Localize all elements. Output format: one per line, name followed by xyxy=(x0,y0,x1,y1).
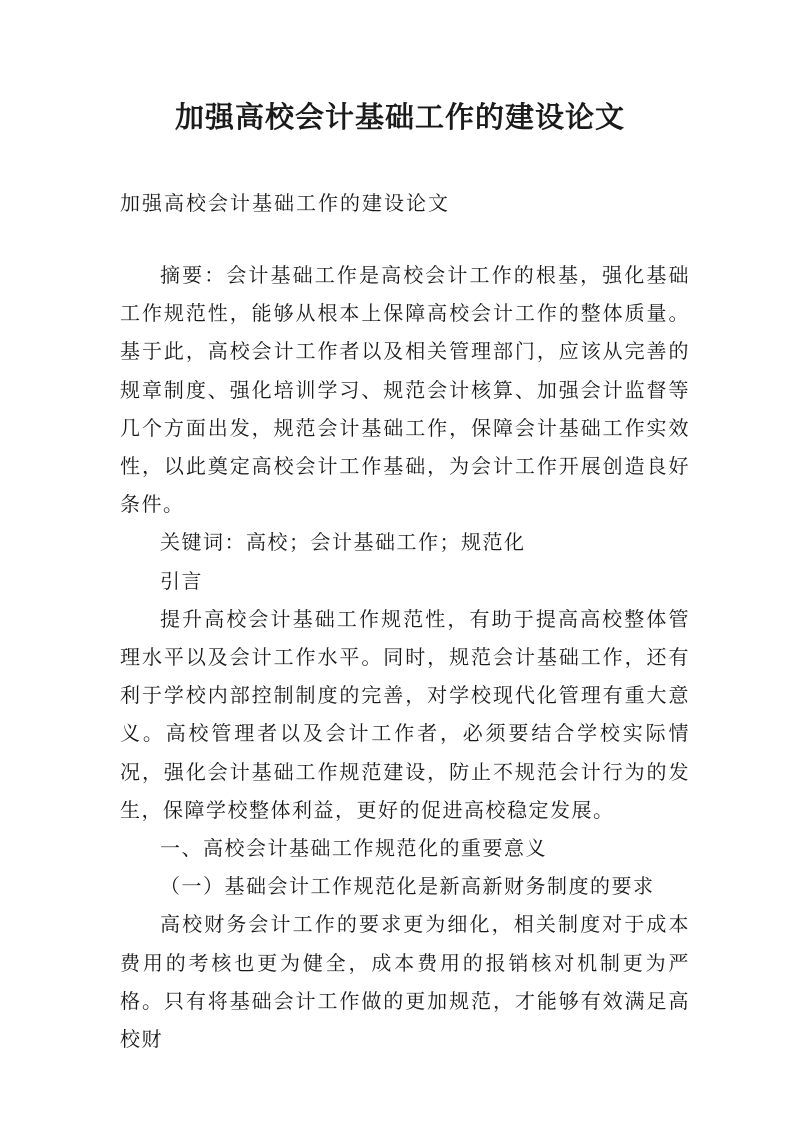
abstract-paragraph: 摘要：会计基础工作是高校会计工作的根基，强化基础工作规范性，能够从根本上保障高校会计工作的整体质量。基于此，高校会计工作者以及相关管理部门，应该从完善的规章制度、强化培训学习、规范会计核算、加强会计监督等几个方面出发，规范会计基础工作，保障会计基础工作实效性，以此奠定高校会计工作基础，为会计工作开展创造良好条件。 xyxy=(120,263,690,517)
document-title: 加强高校会计基础工作的建设论文 xyxy=(174,100,625,134)
intro-paragraph: 提升高校会计基础工作规范性，有助于提高高校整体管理水平以及会计工作水平。同时，规范会计基础工作，还有利于学校内部控制制度的完善，对学校现代化管理有重大意义。高校管理者以及会计工作者，必须要结合学校实际情况，强化会计基础工作规范建设，防止不规范会计行为的发生，保障学校整体利益，更好的促进高校稳定发展。 xyxy=(120,606,690,822)
document-subtitle: 加强高校会计基础工作的建设论文 xyxy=(120,191,450,215)
keywords-line: 关键词：高校；会计基础工作；规范化 xyxy=(160,530,526,555)
section-heading-intro: 引言 xyxy=(160,568,203,593)
document-body xyxy=(120,256,690,1058)
subsection-heading-1-1: （一）基础会计工作规范化是新高新财务制度的要求 xyxy=(160,874,655,899)
body-paragraph: 高校财务会计工作的要求更为细化，相关制度对于成本费用的考核也更为健全，成本费用的报销核对机制更为严格。只有将基础会计工作做的更加规范，才能够有效满足高校财 xyxy=(120,912,690,1052)
section-heading-1: 一、高校会计基础工作规范化的重要意义 xyxy=(160,836,547,861)
